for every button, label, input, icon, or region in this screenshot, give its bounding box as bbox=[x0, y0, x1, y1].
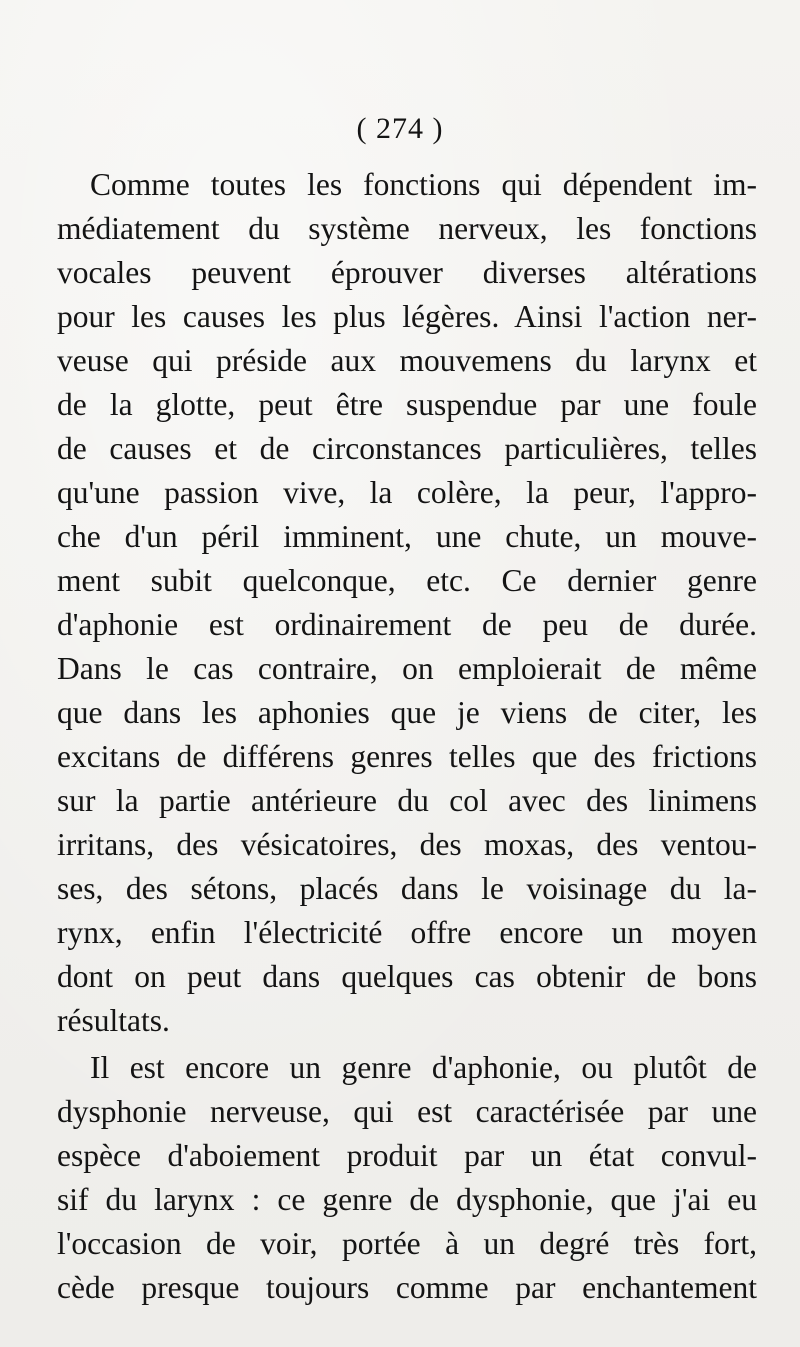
text-line: sif du larynx : ce genre de dysphonie, que j'ai eu bbox=[57, 1182, 757, 1217]
text-line: ment subit quelconque, etc. Ce dernier genre bbox=[57, 563, 757, 598]
text-line: pour les causes les plus légères. Ainsi l'action ner- bbox=[57, 299, 757, 334]
text-line: qu'une passion vive, la colère, la peur, l'appro- bbox=[57, 475, 757, 510]
text-line: veuse qui préside aux mouvemens du larynx et bbox=[57, 343, 757, 378]
text-line: que dans les aphonies que je viens de citer, les bbox=[57, 695, 757, 730]
text-line: cède presque toujours comme par enchantement bbox=[57, 1270, 757, 1305]
text-line: l'occasion de voir, portée à un degré très fort, bbox=[57, 1226, 757, 1261]
text-line: dysphonie nerveuse, qui est caractérisée par une bbox=[57, 1094, 757, 1129]
text-line: de la glotte, peut être suspendue par une foule bbox=[57, 387, 757, 422]
text-line: vocales peuvent éprouver diverses altérations bbox=[57, 255, 757, 290]
text-line: Dans le cas contraire, on emploierait de même bbox=[57, 651, 757, 686]
page-number: ( 274 ) bbox=[356, 112, 444, 145]
text-line: Il est encore un genre d'aphonie, ou plutôt de bbox=[90, 1050, 757, 1085]
text-line: d'aphonie est ordinairement de peu de durée. bbox=[57, 607, 757, 642]
text-line: dont on peut dans quelques cas obtenir de bons bbox=[57, 959, 757, 994]
text-line: excitans de différens genres telles que des frictions bbox=[57, 739, 757, 774]
text-line: rynx, enfin l'électricité offre encore un moyen bbox=[57, 915, 757, 950]
text-line: espèce d'aboiement produit par un état convul- bbox=[57, 1138, 757, 1173]
text-line: ses, des sétons, placés dans le voisinage du la- bbox=[57, 871, 757, 906]
text-line: de causes et de circonstances particulières, telles bbox=[57, 431, 757, 466]
text-line: sur la partie antérieure du col avec des linimens bbox=[57, 783, 757, 818]
text-line: médiatement du système nerveux, les fonctions bbox=[57, 211, 757, 246]
text-line: irritans, des vésicatoires, des moxas, des ventou- bbox=[57, 827, 757, 862]
text-line: che d'un péril imminent, une chute, un mouve- bbox=[57, 519, 757, 554]
text-line: résultats. bbox=[57, 1003, 170, 1038]
text-line: Comme toutes les fonctions qui dépendent im- bbox=[90, 167, 757, 202]
